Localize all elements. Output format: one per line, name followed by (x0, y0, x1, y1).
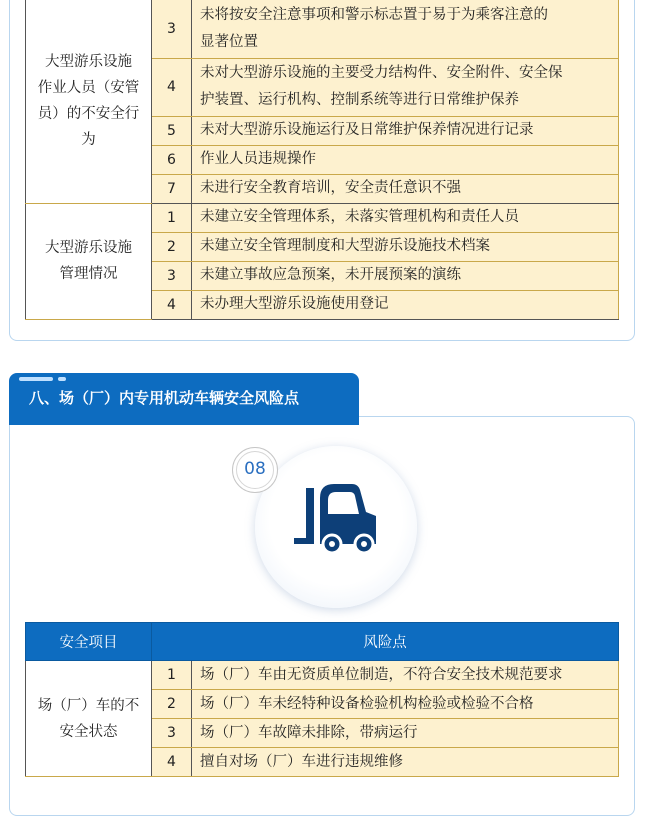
category-line: 管理情况 (59, 266, 118, 282)
risk-text: 未办理大型游乐设施使用登记 (192, 290, 619, 319)
risk-text-line: 未将按安全注意事项和警示标志置于易于为乘客注意的 (200, 6, 548, 23)
category-line: 为 (81, 132, 96, 149)
item-number: 5 (152, 116, 192, 145)
item-number: 3 (152, 0, 192, 58)
risk-text: 场（厂）车故障未排除，带病运行 (192, 719, 619, 748)
section-header (9, 373, 359, 425)
item-number: 2 (152, 690, 192, 719)
item-number: 4 (152, 290, 192, 319)
risk-text: 未建立事故应急预案，未开展预案的演练 (192, 261, 619, 290)
item-number: 1 (152, 661, 192, 690)
forklift-icon (292, 478, 382, 558)
risk-text: 未进行安全教育培训，安全责任意识不强 (192, 174, 619, 203)
category-cell (26, 203, 152, 319)
amusement-risk-table (25, 0, 619, 320)
item-number: 7 (152, 174, 192, 203)
category-cell (26, 0, 152, 203)
risk-text-line: 护装置、运行机构、控制系统等进行日常维护保养 (200, 92, 519, 108)
risk-text: 未建立安全管理体系，未落实管理机构和责任人员 (192, 203, 619, 232)
item-number: 6 (152, 145, 192, 174)
risk-text-line: 显著位置 (200, 33, 258, 50)
section-number: 08 (244, 459, 266, 479)
item-number: 1 (152, 203, 192, 232)
risk-text: 未建立安全管理制度和大型游乐设施技术档案 (192, 232, 619, 261)
category-cell (26, 661, 152, 777)
section-number-badge (232, 447, 278, 493)
category-line: 安全状态 (59, 723, 118, 740)
item-number: 2 (152, 232, 192, 261)
category-line: 员）的不安全行 (37, 106, 140, 123)
risk-text (192, 0, 619, 58)
risk-text: 场（厂）车由无资质单位制造，不符合安全技术规范要求 (192, 661, 619, 690)
category-line: 大型游乐设施 (45, 54, 132, 71)
category-line: 大型游乐设施 (45, 240, 132, 256)
risk-text: 擅自对场（厂）车进行违规维修 (192, 748, 619, 777)
risk-text: 未对大型游乐设施运行及日常维护保养情况进行记录 (192, 116, 619, 145)
item-number: 3 (152, 719, 192, 748)
risk-text-line: 未对大型游乐设施的主要受力结构件、安全附件、安全保 (200, 65, 563, 81)
risk-text: 作业人员违规操作 (192, 145, 619, 174)
category-line: 场（厂）车的不 (37, 697, 140, 714)
category-line: 作业人员（安管 (37, 80, 140, 97)
item-number: 4 (152, 748, 192, 777)
header-accent-dot (58, 377, 66, 381)
risk-text: 场（厂）车未经特种设备检验机构检验或检验不合格 (192, 690, 619, 719)
header-risk-point: 风险点 (152, 623, 619, 661)
vehicle-risk-table (25, 622, 619, 777)
risk-text (192, 58, 619, 116)
item-number: 3 (152, 261, 192, 290)
section-title: 八、场（厂）内专用机动车辆安全风险点 (29, 389, 300, 407)
item-number: 4 (152, 58, 192, 116)
header-accent-bar (19, 377, 53, 381)
header-safety-item: 安全项目 (26, 623, 152, 661)
